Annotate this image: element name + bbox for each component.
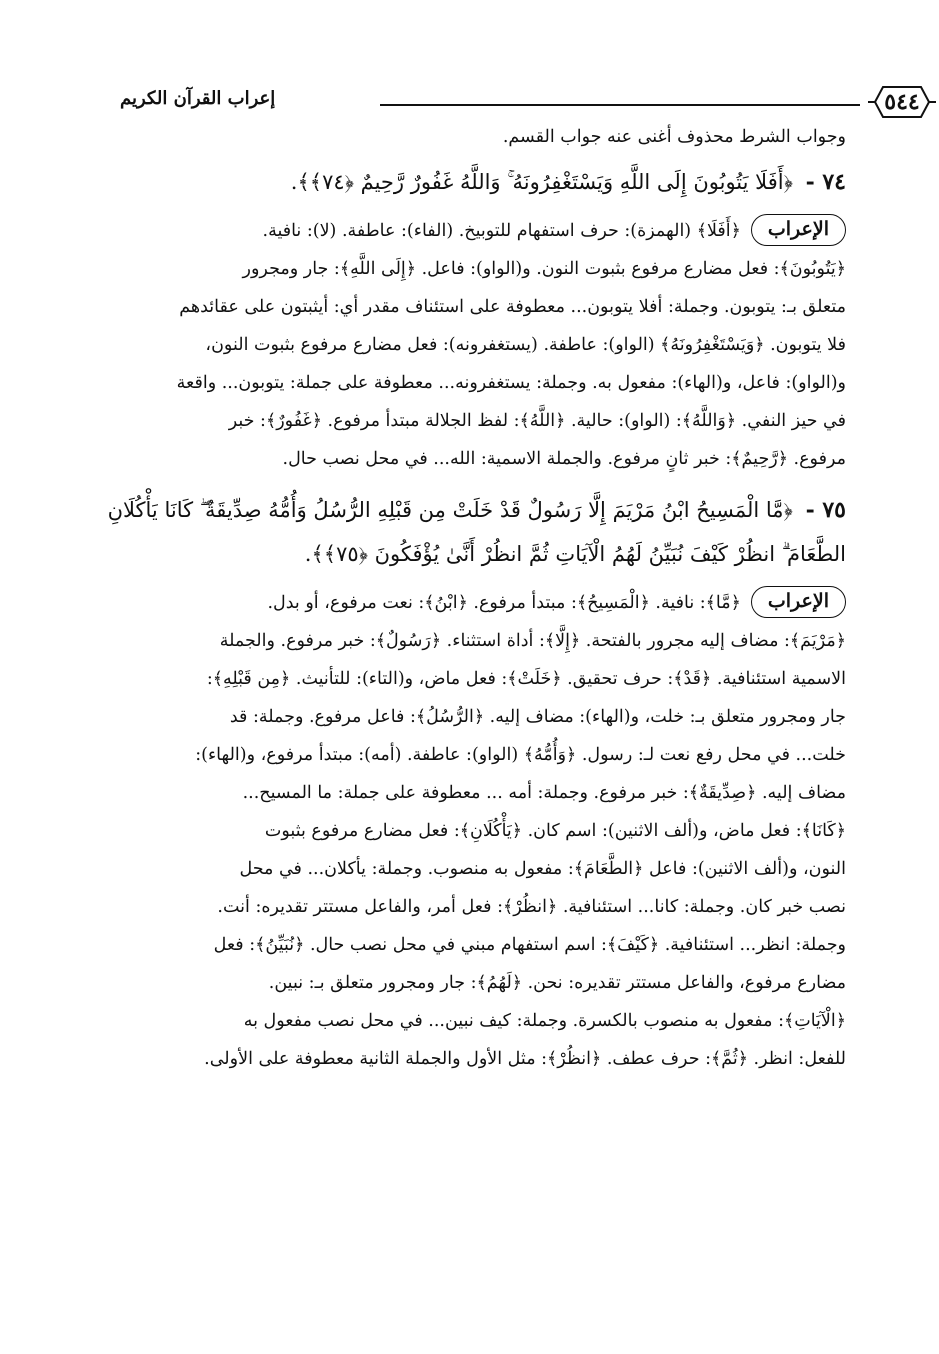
verse-text: ﴿مَّا الْمَسِيحُ ابْنُ مَرْيَمَ إِلَّا رَسُولٌ قَدْ خَلَتْ مِن قَبْلِهِ الرُّسُلُ وَأُمُّهُ صِدِّيقَةٌ ۖ كَانَا يَأْكُلَانِ الطَّعَامَ ۗ انظُرْ كَيْفَ نُبَيِّنُ لَهُمُ الْآيَاتِ ثُمَّ انظُرْ أَنَّىٰ يُؤْفَكُونَ ﴿٧٥﴾﴾. <box>107 498 846 566</box>
page-number: ٥٤٤ <box>884 89 920 115</box>
irab-line: ﴿مَرْيَمَ﴾: مضاف إليه مجرور بالفتحة. ﴿إِلَّا﴾: أداة استثناء. ﴿رَسُولٌ﴾: خبر مرفوع. والجملة <box>219 631 846 651</box>
irab-block-75 <box>62 584 846 1078</box>
irab-line: ﴿يَتُوبُونَ﴾: فعل مضارع مرفوع بثبوت النون. و(الواو): فاعل. ﴿إِلَى اللَّهِ﴾: جار ومجرور <box>242 259 846 279</box>
page-number-badge <box>865 84 939 120</box>
verse-number: ٧٥ - <box>805 497 846 523</box>
irab-line: نصب خبر كان. وجملة: كانا... استئنافية. ﴿انظُرْ﴾: فعل أمر، والفاعل مستتر تقديره: أنت. <box>217 897 846 917</box>
verse-text: ﴿أَفَلَا يَتُوبُونَ إِلَى اللَّهِ وَيَسْتَغْفِرُونَهُ ۚ وَاللَّهُ غَفُورٌ رَّحِيمٌ ﴿٧٤﴾﴾. <box>290 170 793 194</box>
irab-line: وجملة: انظر... استئنافية. ﴿كَيْفَ﴾: اسم استفهام مبني في محل نصب حال. ﴿نُبَيِّنُ﴾: فعل <box>213 935 846 955</box>
irab-line: النون، و(ألف الاثنين): فاعل ﴿الطَّعَامَ﴾: مفعول به منصوب. وجملة: يأكلان... في محل <box>239 859 846 879</box>
verse-75 <box>62 488 846 576</box>
irab-line: ﴿كَانَا﴾: فعل ماض، و(ألف الاثنين): اسم كان. ﴿يَأْكُلَانِ﴾: فعل مضارع مرفوع بثبوت <box>264 821 846 841</box>
irab-label: الإعراب <box>751 586 846 618</box>
irab-block-74 <box>62 212 846 478</box>
irab-line: متعلق بـ: يتوبون. وجملة: أفلا يتوبون... معطوفة على استئناف مقدر أي: أيثبتون على عقائدهم <box>179 297 846 317</box>
irab-line: للفعل: انظر. ﴿ثُمَّ﴾: حرف عطف. ﴿انظُرْ﴾: مثل الأول والجملة الثانية معطوفة على الأولى. <box>204 1049 846 1069</box>
irab-line: الاسمية استئنافية. ﴿قَدْ﴾: حرف تحقيق. ﴿خَلَتْ﴾: فعل ماض، و(التاء): للتأنيث. ﴿مِن قَبْلِهِ﴾: <box>206 669 846 689</box>
intro-line: وجواب الشرط محذوف أغنى عنه جواب القسم. <box>502 127 846 147</box>
irab-line: و(الواو): فاعل، و(الهاء): مفعول به. وجملة: يستغفرونه... معطوفة على جملة: يتوبون... واقعة <box>176 373 846 393</box>
irab-line: جار ومجرور متعلق بـ: خلت، و(الهاء): مضاف إليه. ﴿الرُّسُلُ﴾: فاعل مرفوع. وجملة: قد <box>229 707 846 727</box>
irab-line: مرفوع. ﴿رَّحِيمٌ﴾: خبر ثانٍ مرفوع. والجملة الاسمية: الله... في محل نصب حال. <box>282 449 846 469</box>
irab-line: فلا يتوبون. ﴿وَيَسْتَغْفِرُونَهُ﴾ (الواو): عاطفة. (يستغفرونه): فعل مضارع مرفوع بثبوت النون، <box>205 335 846 355</box>
header-rule <box>380 104 860 106</box>
irab-line: ﴿مَّا﴾: نافية. ﴿الْمَسِيحُ﴾: مبتدأ مرفوع. ﴿ابْنُ﴾: نعت مرفوع، أو بدل. <box>267 593 741 613</box>
irab-line: ﴿الْآيَاتِ﴾: مفعول به منصوب بالكسرة. وجملة: كيف نبين... في محل نصب مفعول به <box>243 1011 846 1031</box>
page-header <box>62 78 920 118</box>
irab-line: مضارع مرفوع، والفاعل مستتر تقديره: نحن. ﴿لَهُمُ﴾: جار ومجرور متعلق بـ: نبين. <box>268 973 846 993</box>
book-title: إعراب القرآن الكريم <box>120 88 276 109</box>
irab-line: خلت... في محل رفع نعت لـ: رسول. ﴿وَأُمُّهُ﴾ (الواو): عاطفة. (أمه): مبتدأ مرفوع، و(الهاء): <box>195 745 846 765</box>
verse-number: ٧٤ - <box>805 169 846 195</box>
irab-line: مضاف إليه. ﴿صِدِّيقَةٌ﴾: خبر مرفوع. وجملة: أمه ... معطوفة على جملة: ما المسيح... <box>242 783 846 803</box>
verse-74 <box>62 160 846 204</box>
irab-line: ﴿أَفَلَا﴾ (الهمزة): حرف استفهام للتوبيخ. (الفاء): عاطفة. (لا): نافية. <box>262 221 741 241</box>
irab-line: في حيز النفي. ﴿وَاللَّهُ﴾: (الواو): حالية. ﴿اللَّهُ﴾: لفظ الجلالة مبتدأ مرفوع. ﴿غَفُورٌ﴾: خبر <box>228 411 846 431</box>
irab-label: الإعراب <box>751 214 846 246</box>
